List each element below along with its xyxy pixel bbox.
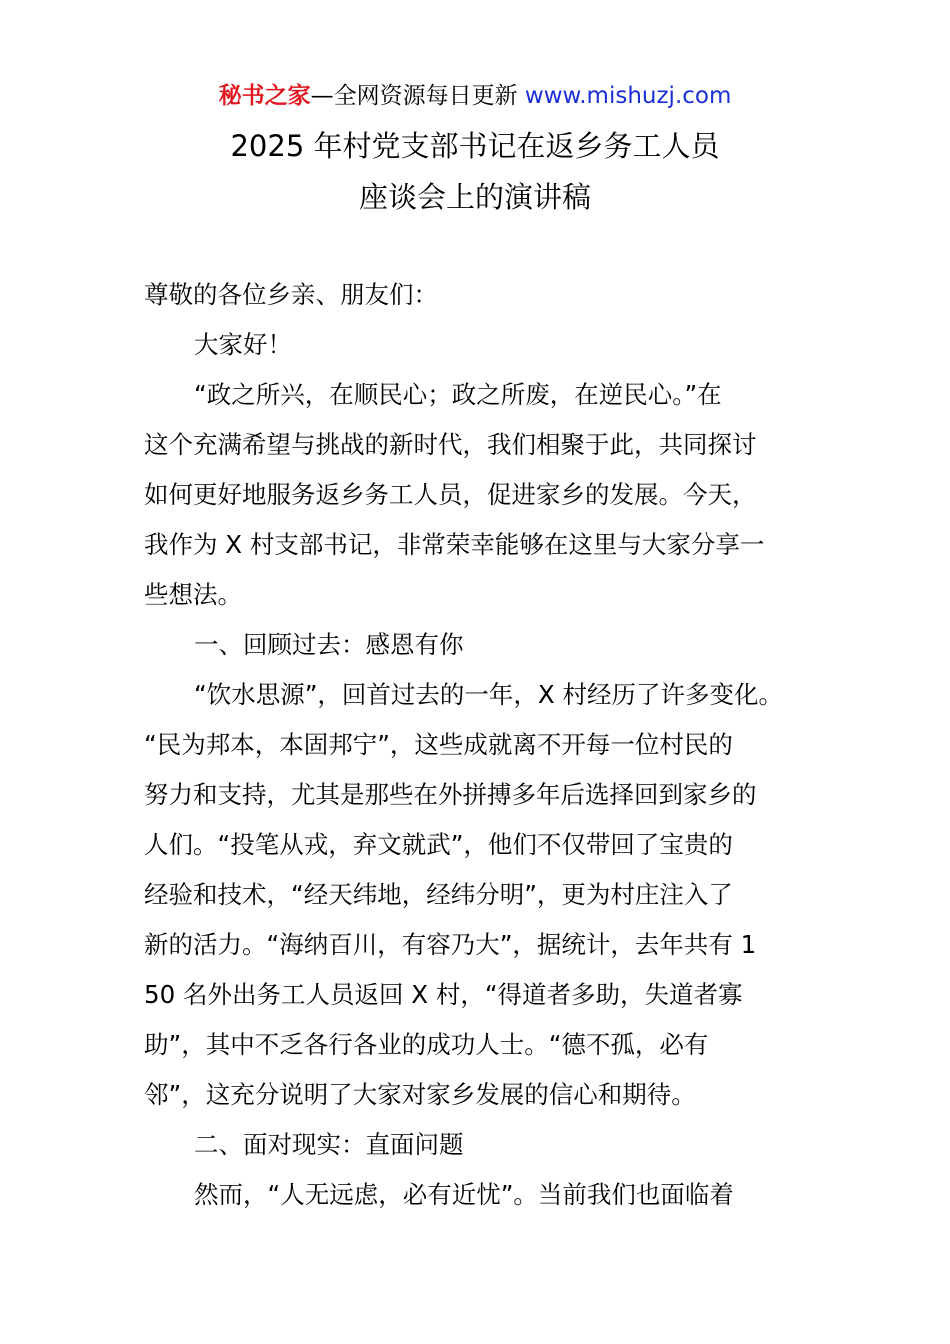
paragraph-line: “饮水思源”，回首过去的一年，X 村经历了许多变化。 xyxy=(194,680,783,709)
paragraph-line: “民为邦本，本固邦宁”，这些成就离不开每一位村民的 xyxy=(144,730,733,759)
speech-body xyxy=(144,270,814,1220)
header-tagline: —全网资源每日更新 xyxy=(310,83,525,109)
paragraph-line: 些想法。 xyxy=(144,580,242,609)
paragraph-line: 邻”，这充分说明了大家对家乡发展的信心和期待。 xyxy=(144,1080,696,1109)
section-heading-2: 二、面对现实：直面问题 xyxy=(194,1130,464,1159)
paragraph-line: 我作为 X 村支部书记，非常荣幸能够在这里与大家分享一 xyxy=(144,530,765,559)
brand-name: 秘书之家 xyxy=(218,83,311,109)
paragraph-line: 经验和技术，“经天纬地，经纬分明”，更为村庄注入了 xyxy=(144,880,733,909)
paragraph-line: 助”，其中不乏各行各业的成功人士。“德不孤，必有 xyxy=(144,1030,709,1059)
document-title-line-2: 座谈会上的演讲稿 xyxy=(358,180,591,214)
section-heading-1: 一、回顾过去：感恩有你 xyxy=(194,630,464,659)
site-header xyxy=(0,80,950,112)
paragraph-line: 人们。“投笔从戎，弃文就武”，他们不仅带回了宝贵的 xyxy=(144,830,733,859)
paragraph-line: 新的活力。“海纳百川，有容乃大”，据统计，去年共有 1 xyxy=(144,930,757,959)
paragraph-line: 这个充满希望与挑战的新时代，我们相聚于此，共同探讨 xyxy=(144,430,757,459)
salutation-line: 尊敬的各位乡亲、朋友们： xyxy=(144,280,438,309)
paragraph-line: 努力和支持，尤其是那些在外拼搏多年后选择回到家乡的 xyxy=(144,780,757,809)
greeting-line: 大家好！ xyxy=(194,330,292,359)
document-title-line-1: 2025 年村党支部书记在返乡务工人员 xyxy=(230,129,720,163)
paragraph-line: 然而，“人无远虑，必有近忧”。当前我们也面临着 xyxy=(194,1180,734,1209)
paragraph-line: 如何更好地服务返乡务工人员，促进家乡的发展。今天， xyxy=(144,480,757,509)
paragraph-line: “政之所兴，在顺民心；政之所废，在逆民心。”在 xyxy=(194,380,722,409)
site-url-link[interactable]: www.mishuzj.com xyxy=(524,83,732,109)
paragraph-line: 50 名外出务工人员返回 X 村，“得道者多助，失道者寡 xyxy=(144,980,743,1009)
